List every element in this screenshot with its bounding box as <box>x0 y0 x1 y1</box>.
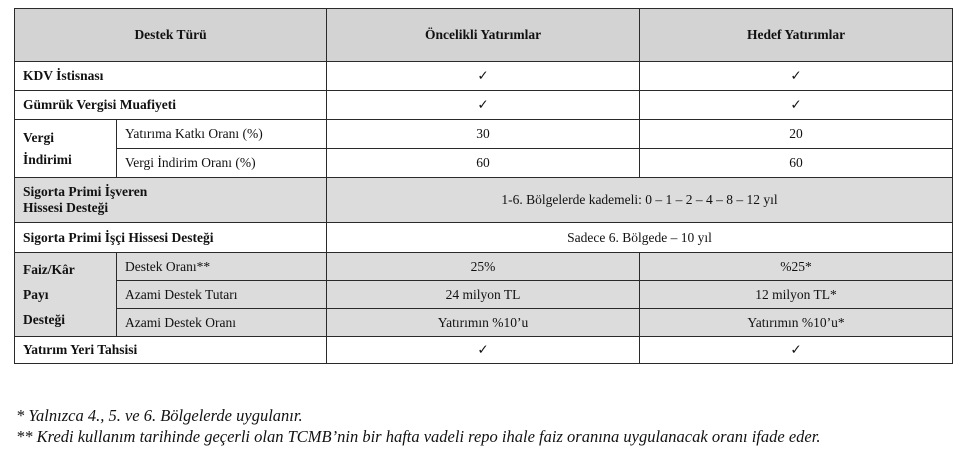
row-label: Sigorta Primi İşçi Hissesi Desteği <box>15 223 327 253</box>
cell-value: 25% <box>327 253 640 281</box>
row-gumruk <box>15 91 953 120</box>
footnote-2: ** Kredi kullanım tarihinde geçerli olan TCMB’nin bir hafta vadeli repo ihale faiz oranına uygulanacak oranı ifade eder. <box>16 427 821 446</box>
row-vergi-1 <box>15 120 953 149</box>
sub-label: Destek Oranı** <box>117 253 327 281</box>
header-row <box>15 9 953 62</box>
cell-value: Yatırımın %10’u <box>327 309 640 337</box>
row-label: Yatırım Yeri Tahsisi <box>15 337 327 364</box>
row-sigorta-isci <box>15 223 953 253</box>
footnotes <box>16 405 820 447</box>
row-faiz-2 <box>15 281 953 309</box>
row-vergi-2 <box>15 149 953 178</box>
cell-value: 24 milyon TL <box>327 281 640 309</box>
label-line: İndirimi <box>23 151 72 167</box>
label-line: Desteği <box>23 312 65 327</box>
cell-value: 60 <box>327 149 640 178</box>
cell-value: 1-6. Bölgelerde kademeli: 0 – 1 – 2 – 4 – 8 – 12 yıl <box>327 178 953 223</box>
sub-label: Azami Destek Oranı <box>117 309 327 337</box>
row-kdv <box>15 62 953 91</box>
header-hedef: Hedef Yatırımlar <box>640 9 953 62</box>
sub-label: Azami Destek Tutarı <box>117 281 327 309</box>
check-icon: ✓ <box>327 62 640 91</box>
check-icon: ✓ <box>640 62 953 91</box>
row-label: KDV İstisnası <box>15 62 327 91</box>
row-faiz-1 <box>15 253 953 281</box>
row-label: Gümrük Vergisi Muafiyeti <box>15 91 327 120</box>
support-table <box>14 8 953 364</box>
row-label-faiz <box>15 253 117 337</box>
header-oncelikli: Öncelikli Yatırımlar <box>327 9 640 62</box>
row-label-sigorta-isveren <box>15 178 327 223</box>
check-icon: ✓ <box>327 337 640 364</box>
check-icon: ✓ <box>327 91 640 120</box>
label-line: Vergi <box>23 129 54 145</box>
label-line: Hissesi Desteği <box>23 200 109 215</box>
cell-value: 30 <box>327 120 640 149</box>
check-icon: ✓ <box>640 337 953 364</box>
check-icon: ✓ <box>640 91 953 120</box>
label-line: Sigorta Primi İşveren <box>23 184 148 199</box>
sub-label: Vergi İndirim Oranı (%) <box>117 149 327 178</box>
cell-value: Sadece 6. Bölgede – 10 yıl <box>327 223 953 253</box>
label-line: Payı <box>23 287 49 302</box>
row-yatirim-yeri <box>15 337 953 364</box>
row-faiz-3 <box>15 309 953 337</box>
sub-label: Yatırıma Katkı Oranı (%) <box>117 120 327 149</box>
row-sigorta-isveren <box>15 178 953 223</box>
cell-value: %25* <box>640 253 953 281</box>
footnote-1: * Yalnızca 4., 5. ve 6. Bölgelerde uygulanır. <box>16 406 303 425</box>
cell-value: 12 milyon TL* <box>640 281 953 309</box>
cell-value: 60 <box>640 149 953 178</box>
cell-value: 20 <box>640 120 953 149</box>
cell-value: Yatırımın %10’u* <box>640 309 953 337</box>
label-line: Faiz/Kâr <box>23 262 75 277</box>
row-label-vergi <box>15 120 117 178</box>
header-destek-turu: Destek Türü <box>15 9 327 62</box>
